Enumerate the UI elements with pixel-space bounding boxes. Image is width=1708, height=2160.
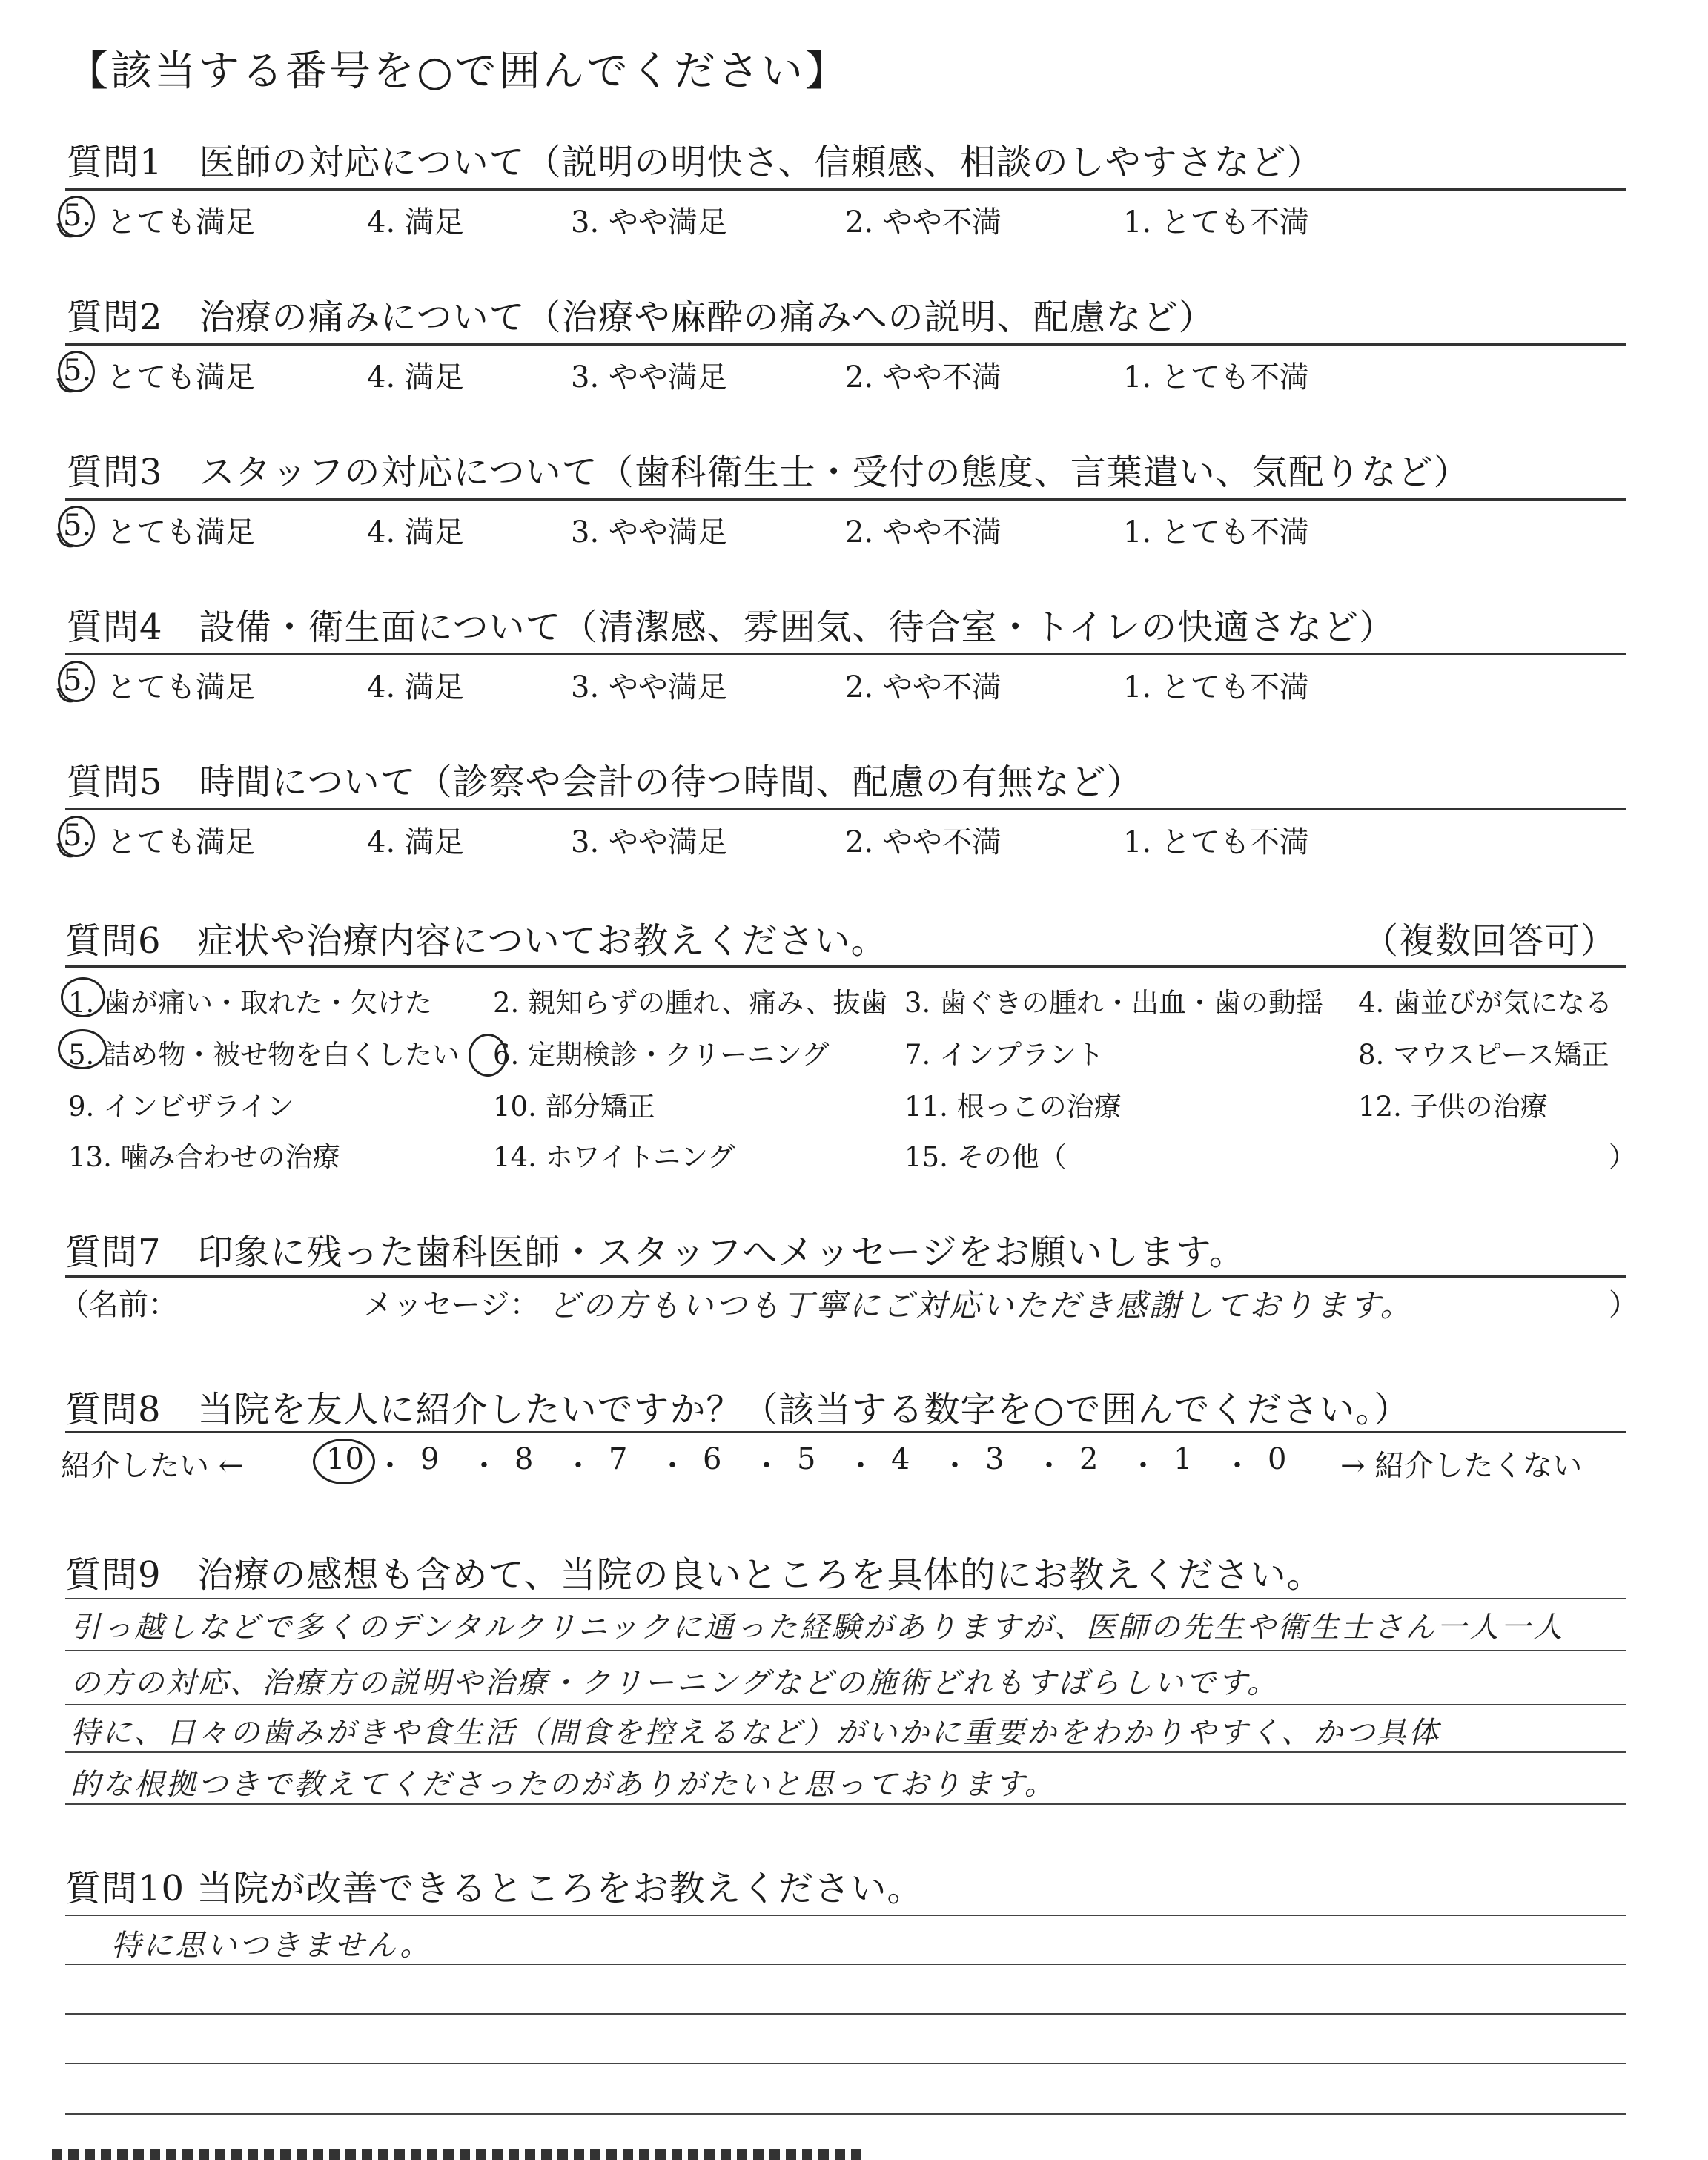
q6-selected-circle [469, 1034, 507, 1077]
q10-line [65, 1915, 1626, 1916]
q4-option: 2. やや不満 [845, 670, 1002, 704]
q8-scale-separator: ・ [1034, 1449, 1064, 1483]
q6-option: 12. 子供の治療 [1358, 1091, 1548, 1123]
q2-option: 1. とても不満 [1123, 360, 1309, 394]
q2-rule [65, 343, 1626, 346]
q1-option: 3. やや満足 [571, 205, 727, 240]
q8-scale-number: 0 [1268, 1442, 1287, 1476]
q8-scale-separator: ・ [940, 1449, 970, 1483]
q8-right-label: → 紹介したくない [1340, 1449, 1583, 1483]
q4-title: 質問4 設備・衛生面について（清潔感、雰囲気、待合室・トイレの快適さなど） [67, 607, 1396, 648]
q3-option-5-number: 5. [63, 509, 92, 543]
q8-scale-separator: ・ [1128, 1449, 1158, 1483]
q6-note: （複数回答可） [1363, 920, 1618, 962]
q2-option: 4. 満足 [367, 360, 464, 394]
q9-line [65, 1704, 1626, 1705]
q3-rule [65, 498, 1626, 501]
q6-option: 2. 親知らずの腫れ、痛み、抜歯 [493, 987, 888, 1019]
q4-option: 1. とても不満 [1123, 670, 1309, 704]
q1-option: 4. 満足 [367, 205, 464, 240]
q3-title: 質問3 スタッフの対応について（歯科衛生士・受付の態度、言葉遣い、気配りなど） [67, 452, 1470, 493]
q6-rule [65, 965, 1626, 968]
q4-option: とても満足 [107, 670, 255, 704]
q8-scale-number: 5 [797, 1442, 816, 1476]
q8-scale-number: 2 [1079, 1442, 1099, 1476]
q9-line [65, 1751, 1626, 1753]
q10-line [65, 2063, 1626, 2064]
q4-option: 3. やや満足 [571, 670, 727, 704]
q7-title: 質問7 印象に残った歯科医師・スタッフへメッセージをお願いします。 [65, 1232, 1245, 1273]
q5-option: 1. とても不満 [1123, 825, 1309, 859]
q7-close: ） [1609, 1288, 1638, 1322]
q5-option: とても満足 [107, 825, 255, 859]
q1-option: 1. とても不満 [1123, 205, 1309, 240]
q5-option-5-number: 5. [63, 819, 92, 853]
q5-rule [65, 808, 1626, 810]
q10-line [65, 1964, 1626, 1965]
q10-title: 質問10 当院が改善できるところをお教えください。 [65, 1868, 924, 1909]
q7-message-text: どの方もいつも丁寧にご対応いただき感謝しております。 [549, 1287, 1414, 1324]
q8-scale-separator: ・ [1222, 1449, 1252, 1483]
q6-option: 5. 詰め物・被せ物を白くしたい [68, 1039, 460, 1071]
q8-scale-number: 6 [703, 1442, 722, 1476]
q9-answer-line: 特に、日々の歯みがきや食生活（間食を控えるなど）がいかに重要かをわかりやすく、かつ具体 [70, 1716, 1441, 1750]
q6-option: 4. 歯並びが気になる [1358, 987, 1613, 1019]
q8-scale-number: 8 [514, 1442, 534, 1476]
q6-option: 14. ホワイトニング [493, 1141, 735, 1173]
q8-left-label: 紹介したい ← [61, 1449, 244, 1483]
q1-option: とても満足 [107, 205, 255, 240]
q4-rule [65, 653, 1626, 655]
q3-option: 3. やや満足 [571, 515, 727, 549]
q10-answer: 特に思いつきません。 [111, 1929, 432, 1963]
q8-title: 質問8 当院を友人に紹介したいですか？（該当する数字を○で囲んでください。） [65, 1389, 1411, 1430]
q8-scale-number: 10 [326, 1442, 364, 1476]
q1-title: 質問1 医師の対応について（説明の明快さ、信頼感、相談のしやすさなど） [67, 142, 1323, 183]
q4-option-5-number: 5. [63, 664, 92, 698]
q2-option: 2. やや不満 [845, 360, 1002, 394]
q8-scale-separator: ・ [469, 1449, 499, 1483]
q7-name-label: （名前： [59, 1288, 178, 1322]
q6-selected-circle [61, 977, 105, 1017]
q2-title: 質問2 治療の痛みについて（治療や麻酔の痛みへの説明、配慮など） [67, 297, 1215, 338]
q8-scale-number: 4 [891, 1442, 910, 1476]
q5-option: 2. やや不満 [845, 825, 1002, 859]
q8-scale-separator: ・ [846, 1449, 875, 1483]
q5-option: 3. やや満足 [571, 825, 727, 859]
q5-title: 質問5 時間について（診察や会計の待つ時間、配慮の有無など） [67, 762, 1143, 803]
q8-scale-number: 3 [985, 1442, 1004, 1476]
q6-option: 15. その他（ [904, 1141, 1067, 1173]
q8-scale-number: 7 [609, 1442, 628, 1476]
q8-scale-separator: ・ [563, 1449, 593, 1483]
q3-option: 1. とても不満 [1123, 515, 1309, 549]
q6-option: 6. 定期検診・クリーニング [493, 1039, 830, 1071]
q6-option: 11. 根っこの治療 [904, 1091, 1122, 1123]
q9-line [65, 1650, 1626, 1651]
q9-answer-line: 的な根拠つきで教えてくださったのがありがたいと思っております。 [70, 1768, 1056, 1802]
q2-option-5-number: 5. [63, 354, 92, 388]
q8-scale-number: 1 [1174, 1442, 1193, 1476]
cropped-footer-text [52, 2149, 867, 2160]
q9-line [65, 1598, 1626, 1599]
q4-option: 4. 満足 [367, 670, 464, 704]
q5-option: 4. 満足 [367, 825, 464, 859]
q10-line [65, 2113, 1626, 2115]
q6-option: ） [1609, 1141, 1636, 1173]
q8-scale-separator: ・ [375, 1449, 405, 1483]
q2-option: 3. やや満足 [571, 360, 727, 394]
q6-option: 3. 歯ぐきの腫れ・出血・歯の動揺 [904, 987, 1324, 1019]
q1-rule [65, 188, 1626, 191]
q3-option: 2. やや不満 [845, 515, 1002, 549]
q6-selected-circle [58, 1029, 107, 1069]
q8-rule [65, 1431, 1626, 1433]
q6-option: 10. 部分矯正 [493, 1091, 655, 1123]
q2-option: とても満足 [107, 360, 255, 394]
form-header: 【該当する番号を○で囲んでください】 [67, 47, 849, 96]
q6-option: 13. 噛み合わせの治療 [68, 1141, 340, 1173]
q6-option: 7. インプラント [904, 1039, 1105, 1071]
q3-option: とても満足 [107, 515, 255, 549]
q6-title: 質問6 症状や治療内容についてお教えください。 [65, 920, 887, 962]
q6-option: 8. マウスピース矯正 [1358, 1039, 1609, 1071]
q8-selected-circle [313, 1439, 375, 1484]
q7-rule [65, 1275, 1626, 1278]
q8-scale-separator: ・ [752, 1449, 781, 1483]
q9-answer-line: の方の対応、治療方の説明や治療・クリーニングなどの施術どれもすばらしいです。 [70, 1666, 1279, 1700]
q6-option: 1. 歯が痛い・取れた・欠けた [68, 987, 433, 1019]
q8-scale-separator: ・ [658, 1449, 687, 1483]
q8-scale-number: 9 [420, 1442, 440, 1476]
q1-option-5-number: 5. [63, 199, 92, 233]
q1-option: 2. やや不満 [845, 205, 1002, 240]
q7-message-label: メッセージ： [363, 1288, 540, 1322]
q10-line [65, 2013, 1626, 2015]
q6-option: 9. インビザライン [68, 1091, 294, 1123]
q9-title: 質問9 治療の感想も含めて、当院の良いところを具体的にお教えください。 [65, 1554, 1323, 1596]
q3-option: 4. 満足 [367, 515, 464, 549]
q9-line [65, 1803, 1626, 1805]
q9-answer-line: 引っ越しなどで多くのデンタルクリニックに通った経験がありますが、医師の先生や衛生士さん一人一人 [70, 1611, 1565, 1645]
